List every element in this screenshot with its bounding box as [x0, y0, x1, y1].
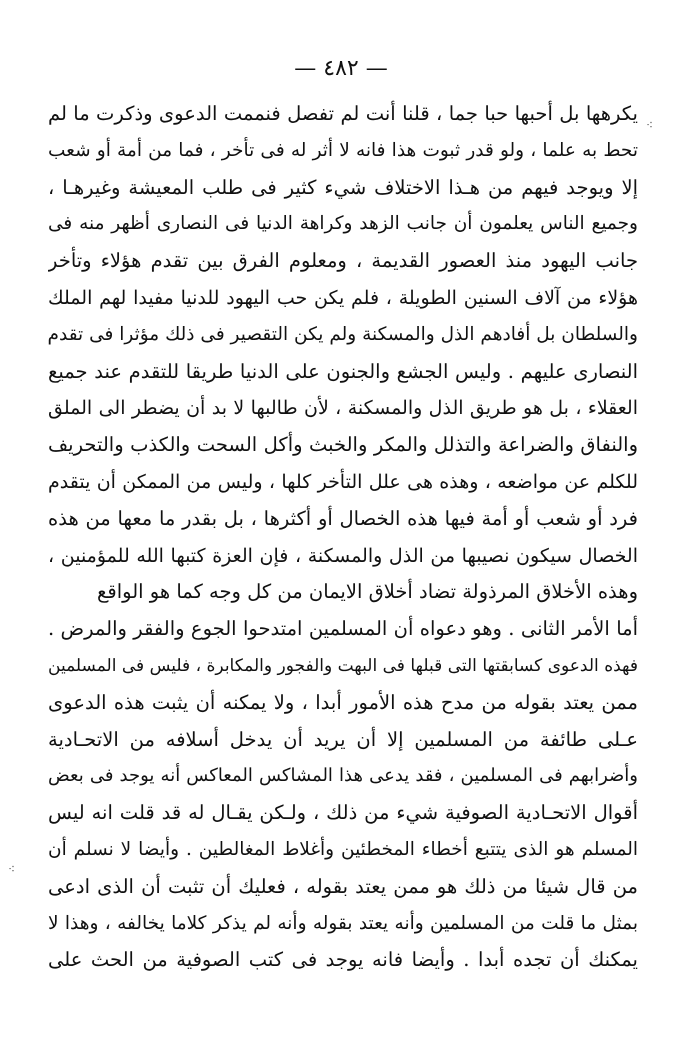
text-line: هؤلاء من آلاف السنين الطويلة ، فلم يكن حب اليهود للدنيا مفيدا لهم الملك [48, 286, 638, 309]
text-line: المسلم هو الذى يتتبع أخطاء المخطئين وأغلاط المغالطين . وأيضا لا نسلم أن [48, 838, 638, 860]
margin-mark: ⁖ [646, 118, 654, 132]
text-line: ممن يعتد بقوله من مدح هذه الأمور أبدا ، ولا يمكنه أن يثبت هذه الدعوى [48, 690, 638, 714]
text-line: عـلى طائفة من المسلمين إلا أن يريد أن يدخل أسلافه من الاتحـادية [48, 727, 638, 751]
text-line: فرد أو شعب أو أمة فيها هذه الخصال أو أكثرها ، بل بقدر ما معها من هذه [48, 506, 638, 530]
text-line: النصارى عليهم . وليس الجشع والجنون على الدنيا طريقا للتقدم عند جميع [48, 359, 638, 383]
text-line: فهذه الدعوى كسابقتها التى قبلها فى البهت والفجور والمكابرة ، فليس فى المسلمين [48, 655, 638, 676]
text-line: الخصال سيكون نصيبها من الذل والمسكنة ، فإن العزة كتبها الله للمؤمنين ، [48, 544, 638, 567]
page-number: — ٤٨٢ — [294, 56, 388, 81]
text-line: للكلم عن مواضعه ، وهذه هى علل التأخر كلها ، وليس من الممكن أن يتقدم [48, 470, 638, 493]
text-line: العقلاء ، بل هو طريق الذل والمسكنة ، لأن طالبها لا بد أن يضطر الى الملق [48, 397, 638, 420]
text-line: إلا ويوجد فيهم من هـذا الاختلاف شيء كثير فى طلب المعيشة وغيرهـا ، [48, 175, 638, 199]
text-line: من قال شيئا من ذلك هو ممن يعتد بقوله ، فعليك أن تثبت أن الذى ادعى [48, 874, 638, 898]
text-line: والنفاق والضراعة والتذلل والمكر والخبث وأكل السحت والكذب والتحريف [48, 433, 638, 457]
text-line: أما الأمر الثانى . وهو دعواه أن المسلمين امتدحوا الجوع والفقر والمرض . [48, 617, 638, 641]
margin-mark: ⁖ [8, 862, 16, 876]
text-line: وهذه الأخلاق المرذولة تضاد أخلاق الايمان من كل وجه كما هو الواقع [97, 580, 638, 604]
text-line: تحط به علما ، ولو قدر ثبوت هذا فانه لا أثر له فى تأخر ، فما من أمة أو شعب [48, 139, 638, 161]
text-line: جانب اليهود منذ العصور القديمة ، ومعلوم الفرق بين تقدم هؤلاء وتأخر [48, 249, 638, 273]
text-line: يكرهها بل أحبها حبا جما ، قلنا أنت لم تفصل فنممت الدعوى وذكرت ما لم [48, 102, 638, 125]
text-line: والسلطان بل أفادهم الذل والمسكنة ولم يكن التقصير فى ذلك مؤثرا فى تقدم [48, 323, 638, 345]
text-line: بمثل ما قلت من المسلمين وأنه يعتد بقوله وأنه لم يذكر كلاما يخالفه ، وهذا لا [48, 912, 638, 934]
text-line: أقوال الاتحـادية الصوفية شيء من ذلك ، ولـكن يقـال له قد قلت انه ليس [48, 801, 638, 825]
text-line: وجميع الناس يعلمون أن جانب الزهد وكراهة الدنيا فى النصارى أظهر منه فى [48, 213, 638, 235]
body-text [48, 96, 638, 979]
text-line: وأضرابهم فى المسلمين ، فقد يدعى هذا المشاكس المعاكس أنه يوجد فى بعض [48, 765, 638, 787]
text-line: يمكنك أن تجده أبدا . وأيضا فانه يوجد فى كتب الصوفية من الحث على [48, 948, 638, 972]
